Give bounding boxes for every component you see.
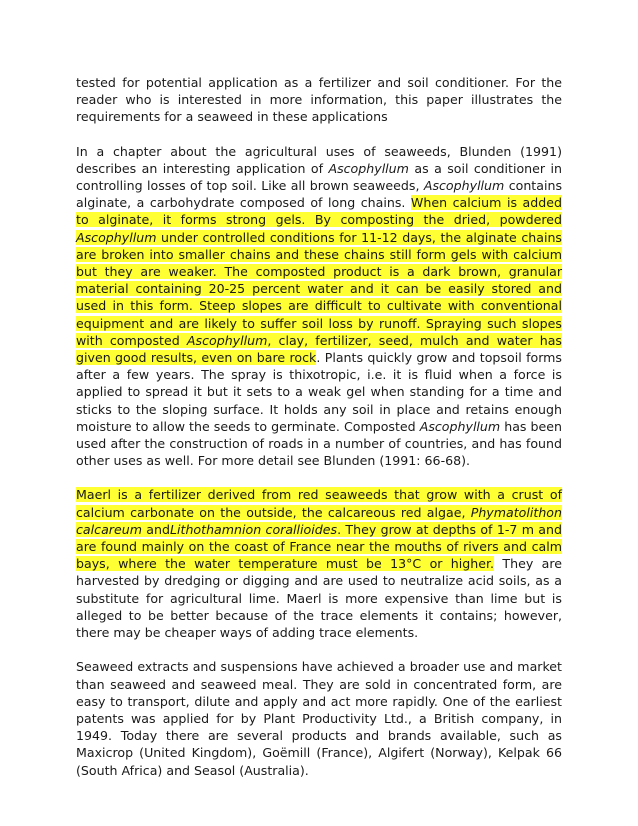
paragraph-maerl	[76, 486, 562, 641]
text-run: They are harvested by dredging or digging and are used to neutralize acid soils, as a substitute for agricultural lime. Maerl is more expensive than lime but is alleged to be better because of the trace elements it contains; however, there may be cheaper ways of adding trace elements.	[76, 556, 562, 641]
highlighted-text: , clay, fertilizer, seed, mulch and water has given good results, even on bare rock	[76, 332, 562, 366]
text-run: Seaweed extracts and suspensions have achieved a broader use and market than seaweed and seaweed meal. They are sold in concentrated form, are easy to transport, dilute and apply and act more rapidly. One of the earliest patents was applied for by Plant Productivity Ltd., a British company, in 1949. Today there are several products and brands available, such as Maxicrop (United Kingdom), Goëmill (France), Algifert (Norway), Kelpak 66 (South Africa) and Seasol (Australia).	[76, 659, 562, 778]
text-run: contains alginate, a carbohydrate composed of long chains.	[76, 178, 563, 211]
highlighted-text: When calcium is added to alginate, it forms strong gels. By composting the dried, powdered	[76, 195, 562, 228]
highlighted-text: under controlled conditions for 11-12 days, the alginate chains are broken into smaller chains and these chains still form gels with calcium but they are weaker. The composted product is a dark brown, granular material containing 20-25 percent water and it can be easily stored and used in this form. Steep slopes are difficult to cultivate with conventional equipment and are likely to suffer soil loss by runoff. Spraying such slopes with composted	[76, 229, 562, 348]
highlighted-species-name: Ascophyllum	[186, 332, 268, 348]
text-run: In a chapter about the agricultural uses of seaweeds, Blunden (1991) describes an interesting application of	[76, 143, 562, 176]
highlighted-species-name: Ascophyllum	[76, 229, 157, 245]
highlighted-species-name: Phymatolithon calcareum	[76, 504, 562, 537]
highlighted-text: . They grow at depths of 1-7 m and are found mainly on the coast of France near the mouths of rivers and calm bays, where the water temperature must be 13°C or higher.	[76, 521, 562, 572]
text-run: . Plants quickly grow and topsoil forms after a few years. The spray is thixotropic, i.e. it is fluid when a force is applied to spread it but it sets to a weak gel when standing for a time and sticks to the sloping surface. It holds any soil in place and retains enough moisture to allow the seeds to germinate. Composted	[76, 350, 562, 434]
document-page	[76, 74, 562, 796]
paragraph-requirements	[76, 74, 562, 126]
highlighted-species-name: Lithothamnion corallioides	[170, 521, 338, 537]
paragraph-extracts	[76, 658, 562, 778]
highlighted-text: and	[141, 521, 170, 537]
species-name: Ascophyllum	[328, 160, 409, 176]
species-name: Ascophyllum	[423, 178, 505, 194]
text-run: has been used after the construction of roads in a number of countries, and has found other uses as well. For more detail see Blunden (1991: 66-68).	[76, 418, 562, 469]
paragraph-ascophyllum	[76, 143, 562, 470]
species-name: Ascophyllum	[419, 418, 501, 434]
highlighted-text: Maerl is a fertilizer derived from red seaweeds that grow with a crust of calcium carbonate on the outside, the calcareous red algae,	[76, 487, 562, 520]
text-run: as a soil conditioner in controlling losses of top soil. Like all brown seaweeds,	[76, 160, 562, 194]
text-run: tested for potential application as a fertilizer and soil conditioner. For the reader who is interested in more information, this paper illustrates the requirements for a seaweed in these applications	[76, 75, 562, 125]
